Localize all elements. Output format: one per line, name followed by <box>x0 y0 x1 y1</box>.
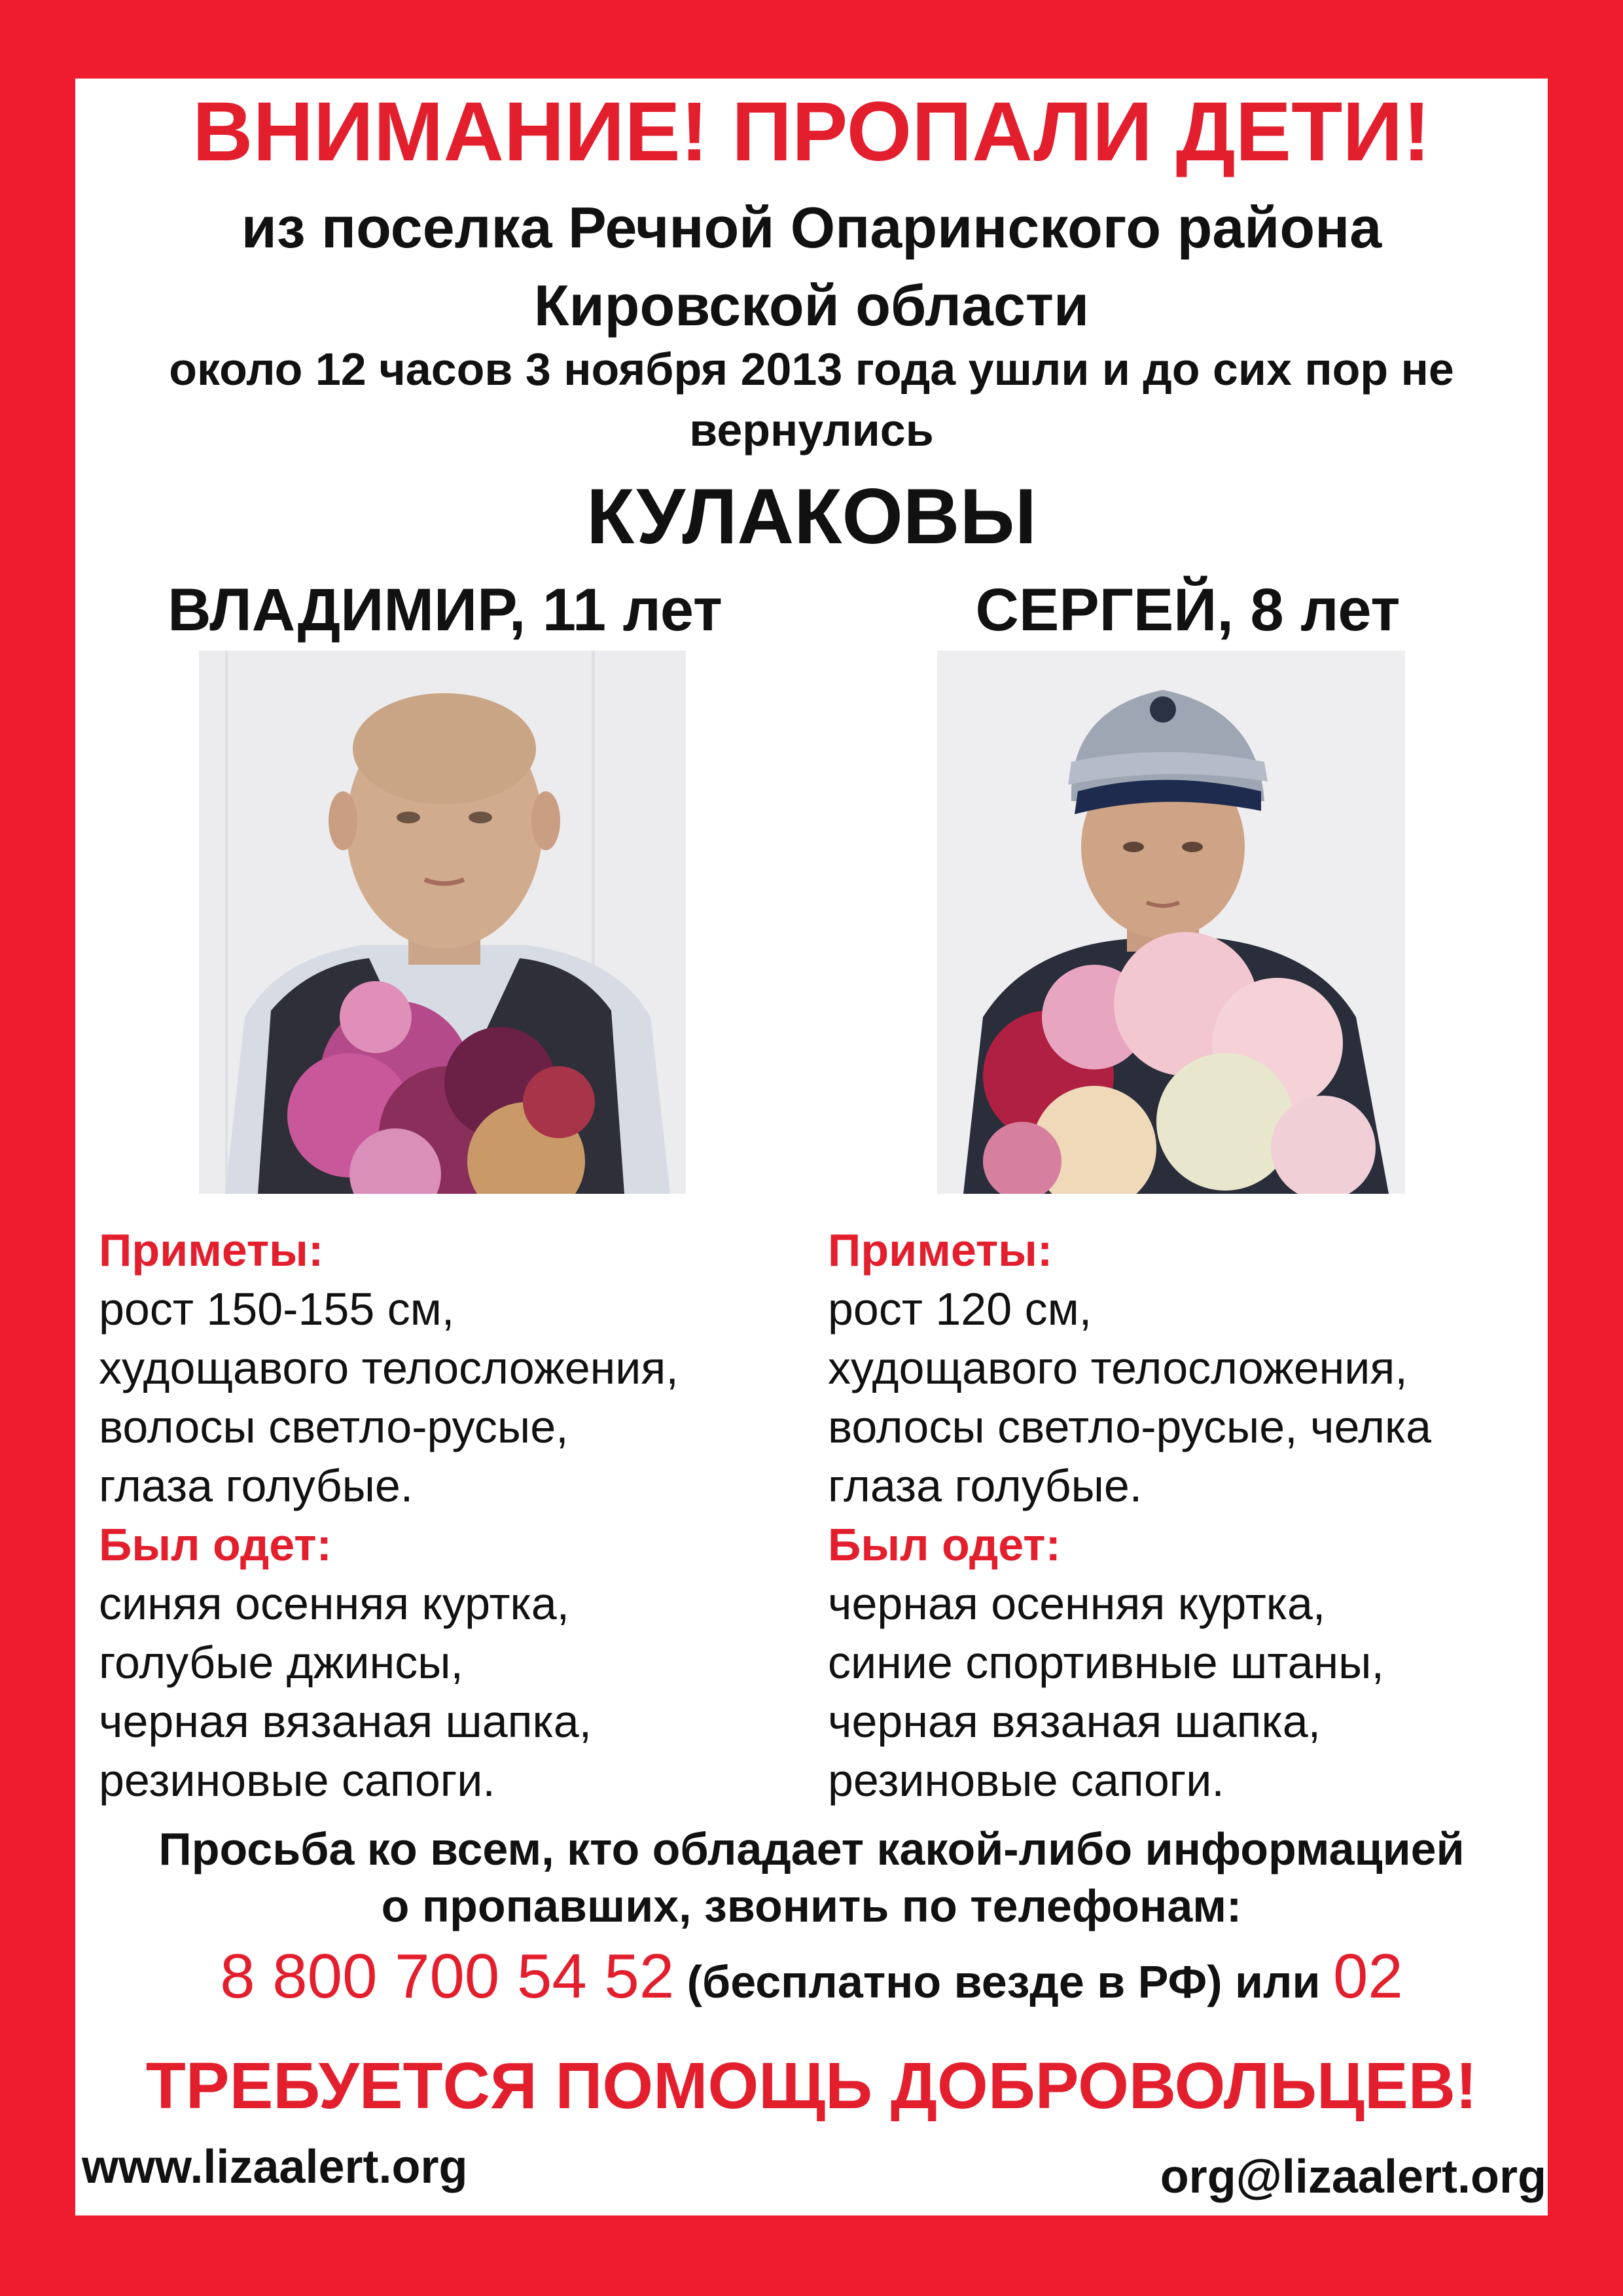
child-1-name: ВЛАДИМИР, 11 лет <box>168 577 722 643</box>
child-1-signs-label: Приметы: <box>99 1225 324 1276</box>
phone-main[interactable]: 8 800 700 54 52 <box>220 1941 675 2011</box>
child-2-clothes-item: синие спортивные штаны, <box>828 1637 1384 1688</box>
child-2-description <box>828 1221 1431 1810</box>
when-line-2: вернулись <box>689 404 934 456</box>
child-2-sign: рост 120 см, <box>828 1283 1092 1335</box>
place-line-1: из поселка Речной Опаринского района <box>241 195 1382 260</box>
email-link[interactable]: org@lizaalert.org <box>1160 2151 1546 2203</box>
appeal-line-2: о пропавших, звонить по телефонам: <box>381 1880 1242 1931</box>
child-1-clothes-item: черная вязаная шапка, <box>99 1696 592 1747</box>
surname: КУЛАКОВЫ <box>586 473 1037 560</box>
headline: ВНИМАНИЕ! ПРОПАЛИ ДЕТИ! <box>192 85 1431 179</box>
phone-line <box>75 1941 1548 2013</box>
poster-sheet <box>75 79 1548 2215</box>
phone-note: (бесплатно везде в РФ) или <box>687 1956 1321 2007</box>
child-2-clothes-label: Был одет: <box>828 1519 1061 1570</box>
volunteers-call: ТРЕБУЕТСЯ ПОМОЩЬ ДОБРОВОЛЬЦЕВ! <box>145 2049 1478 2123</box>
child-2-sign: худощавого телосложения, <box>828 1342 1408 1393</box>
child-2-clothes-item: резиновые сапоги. <box>828 1755 1224 1806</box>
child-1-sign: худощавого телосложения, <box>99 1342 679 1393</box>
child-1-sign: волосы светло-русые, <box>99 1401 569 1452</box>
child-2-signs-label: Приметы: <box>828 1225 1053 1276</box>
child-2-name: СЕРГЕЙ, 8 лет <box>975 577 1400 643</box>
child-1-sign: рост 150-155 см, <box>99 1283 455 1335</box>
child-1-clothes-label: Был одет: <box>99 1519 332 1570</box>
child-2-clothes-item: черная вязаная шапка, <box>828 1696 1321 1747</box>
child-1-clothes-item: резиновые сапоги. <box>99 1755 495 1806</box>
child-2-photo <box>937 651 1405 1194</box>
child-1-clothes-item: голубые джинсы, <box>99 1637 463 1688</box>
child-2-clothes-item: черная осенняя куртка, <box>828 1578 1326 1629</box>
child-1-photo <box>199 651 686 1194</box>
child-1-sign: глаза голубые. <box>99 1460 414 1511</box>
place-line-2: Кировской области <box>533 273 1090 338</box>
website-link[interactable]: www.lizaalert.org <box>82 2141 468 2193</box>
child-1-description <box>99 1221 679 1810</box>
child-1-clothes-item: синяя осенняя куртка, <box>99 1578 570 1629</box>
appeal-line-1: Просьба ко всем, кто обладает какой-либо информацией <box>158 1823 1465 1874</box>
child-2-sign: глаза голубые. <box>828 1460 1143 1511</box>
when-line-1: около 12 часов 3 ноября 2013 года ушли и до сих пор не <box>169 344 1454 395</box>
phone-alt[interactable]: 02 <box>1332 1941 1403 2011</box>
child-2-sign: волосы светло-русые, челка <box>828 1401 1432 1452</box>
